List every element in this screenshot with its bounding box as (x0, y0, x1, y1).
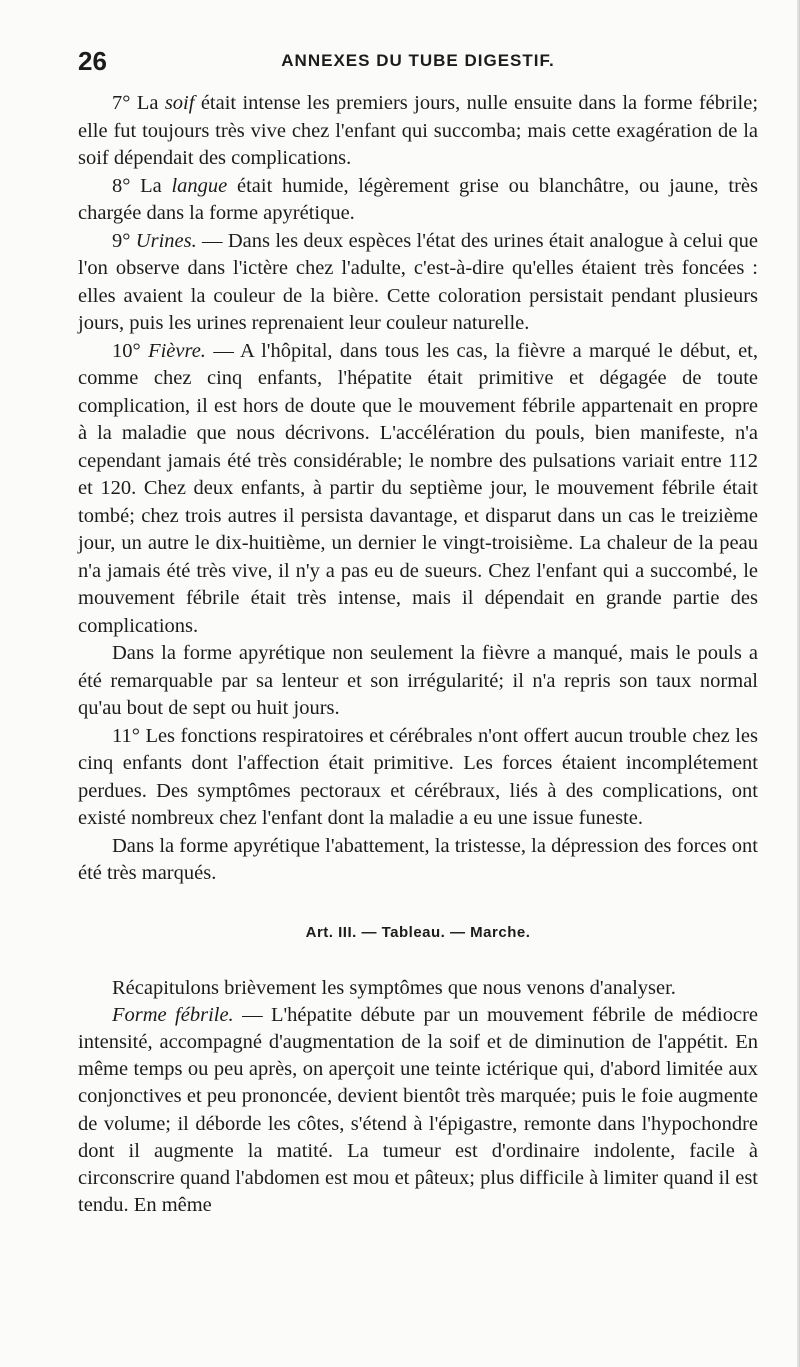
item-number: 10° (112, 339, 141, 362)
paragraph-recap-intro (78, 975, 758, 1002)
item-number: 9° (112, 229, 131, 252)
item-text: était intense les premiers jours, nulle ensuite dans la forme fébrile; elle fut toujours très vive chez l'enfant qui succomba; mais cette exagération de la soif dépendait des complications. (78, 92, 759, 169)
recap-text: — L'hépatite débute par un mouvement fébrile de médiocre intensité, accompagné d'augmentation de la soif et de diminution de l'appétit. En même temps ou peu après, on aperçoit une teinte ictérique qui, d'abord limitée aux conjonctives et peu prononcée, devient bientôt très marquée; puis le foie augmente de volume; il déborde les côtes, s'étend à l'épigastre, remonte dans l'hypochondre dont il augmente la matité. La tumeur est d'ordinaire indolente, facile à circonscrire quand l'abdomen est mou et pâteux; plus difficile à limiter quand il est tendu. En même (78, 1003, 758, 1217)
item-title-prefix: La (136, 92, 159, 114)
item-number: 7° (112, 92, 131, 114)
body-text (78, 90, 758, 1219)
item-text: — A l'hôpital, dans tous les cas, la fièvre a marqué le début, et, comme chez cinq enfants, l'hépatite était primitive et dégagée de toute complication, il est hors de doute que le mouvement fébrile appartenait en propre à la maladie que nous décrivons. L'accélération du pouls, bien manifeste, n'a cependant jamais été très considérable; le nombre des pulsations variait entre 112 et 120. Chez deux enfants, à partir du septième jour, le mouvement fébrile était tombé; chez trois autres il persista davantage, et disparut dans un cas le treizième jour, un autre le dix-huitième, un dernier le vingt-troisième. La chaleur de la peau n'a jamais été très vive, il n'y a pas eu de sueurs. Chez l'enfant qui a succombé, le mouvement fébrile était très intense, mais il dépendait en grande partie des complications. (78, 339, 759, 637)
item-number: 8° (112, 174, 131, 197)
paragraph-item-9 (78, 228, 758, 338)
paragraph-apyretic-depression (78, 833, 758, 888)
item-text: était humide, légèrement grise ou blanchâtre, ou jaune, très chargée dans la forme apyrétique. (78, 174, 758, 224)
paragraph-item-7 (78, 90, 758, 173)
item-title: soif (164, 92, 195, 114)
article-heading: Art. III. — Tableau. — Marche. (305, 923, 531, 941)
recap-title: Forme fébrile. (112, 1003, 234, 1026)
paragraph-forme-febrile (78, 1002, 758, 1220)
item-text: — Dans les deux espèces l'état des urines était analogue à celui que l'on observe dans l'ictère chez l'adulte, c'est-à-dire qu'elles étaient très foncées : elles avaient la couleur de la bière. Cette coloration persistait pendant plusieurs jours, puis les urines reprenaient leur couleur naturelle. (78, 229, 759, 334)
paragraph-item-10 (78, 338, 758, 641)
page-number: 26 (78, 46, 107, 76)
paragraph-item-8 (78, 173, 758, 228)
item-title: Fièvre. (148, 339, 206, 362)
item-number: 11° (112, 724, 140, 747)
paragraph-item-11 (78, 723, 758, 833)
item-text: Dans la forme apyrétique l'abattement, la tristesse, la dépression des forces ont été très marqués. (78, 834, 758, 884)
item-text: Dans la forme apyrétique non seulement la fièvre a manqué, mais le pouls a été remarquable par sa lenteur et son irrégularité; il n'a repris son taux normal qu'au bout de sept ou huit jours. (78, 642, 758, 719)
paragraph-apyretic-pulse (78, 640, 758, 723)
item-title: langue (171, 174, 228, 197)
page-header (78, 46, 758, 82)
running-title: ANNEXES DU TUBE DIGESTIF. (281, 51, 555, 70)
item-title: Urines. (135, 229, 197, 252)
item-title-prefix: La (140, 174, 162, 197)
recap-text: Récapitulons brièvement les symptômes que nous venons d'analyser. (112, 976, 676, 999)
item-text: Les fonctions respiratoires et cérébrales n'ont offert aucun trouble chez les cinq enfants dont l'affection était primitive. Les forces étaient incomplétement perdues. Des symptômes pectoraux et cérébraux, liés à des complications, ont existé nombreux chez l'enfant dont la maladie a eu une issue funeste. (78, 724, 758, 829)
recap-section (78, 975, 758, 1220)
